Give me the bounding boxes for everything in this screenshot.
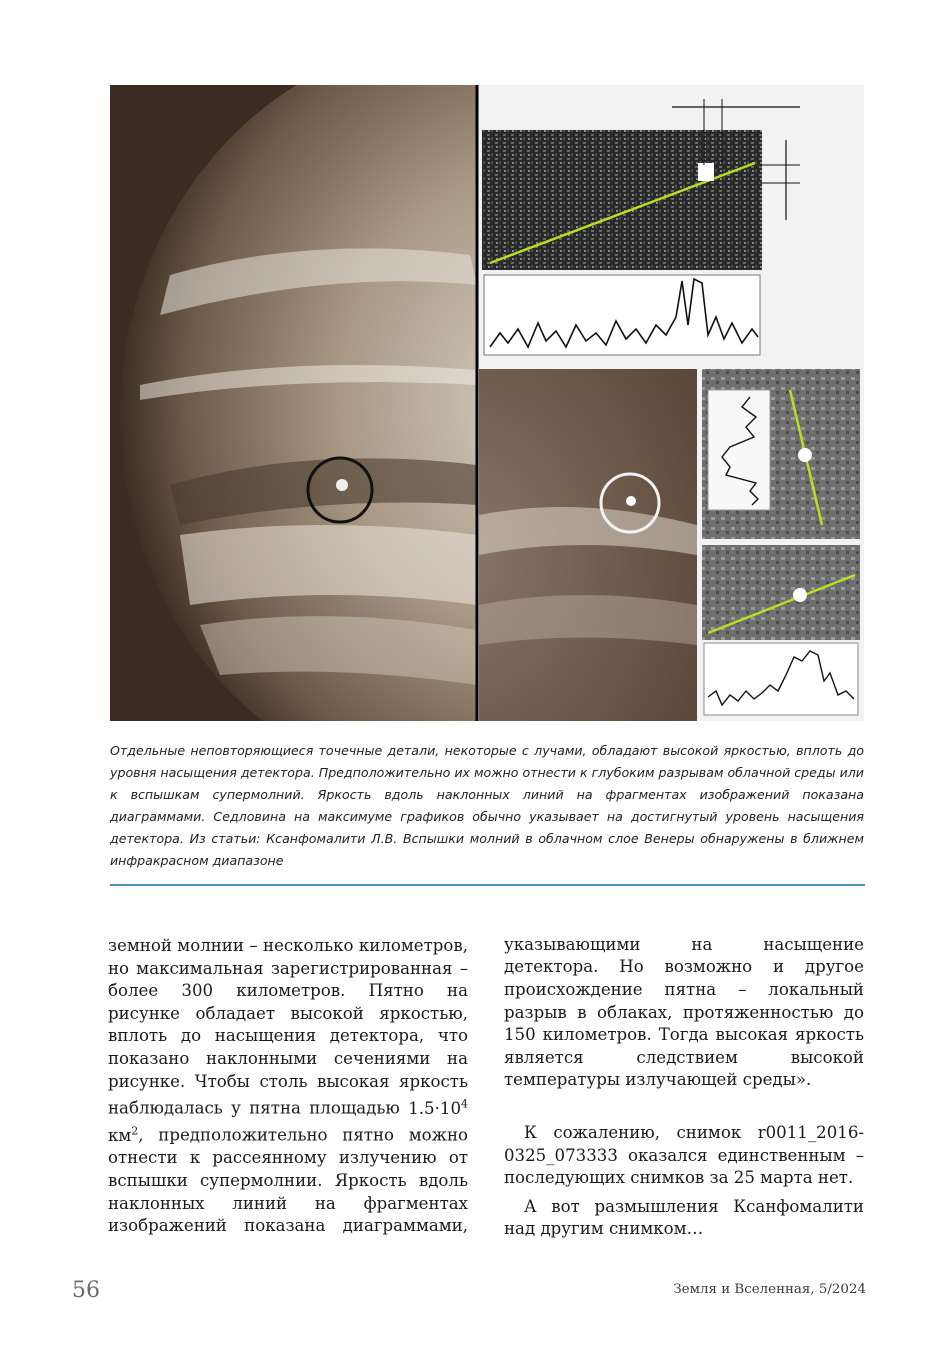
formula-unit: км [108,1125,132,1145]
formula-exponent: 4 [461,1097,468,1111]
page-number: 56 [72,1278,100,1303]
article-paragraph-1-continued [504,935,864,1092]
formula-unit-exponent: 2 [131,1124,139,1138]
figure [110,85,864,721]
journal-footer: Земля и Вселенная, 5/2024 [673,1282,866,1297]
article-paragraph-3: А вот размышления Ксанфомалити над другим снимком… [504,1196,864,1239]
figure-image [110,85,864,721]
formula-value: 1.5·10 [408,1098,461,1118]
paragraph-text-continued: указывающими на насыщение детектора. Но возможно и другое происхождение пятна – локальный разрыв в облаках, протяженностью до 150 километров. Тогда высокая яркость является следствием высокой температуры излучающей среды». [504,935,864,1090]
article-column-left [108,935,468,1239]
column-flow [504,935,864,1116]
paragraph-text: земной молнии – несколько километров, но максимальная зарегистрированная – более 300 километров. Пятно на рисунке обладает высокой яркостью, вплоть до насыщения детектора, что показано наклонными сечениями на рисунке. Чтобы столь высокая яркость наблюдалась у пятна площадью [108,936,468,1118]
article-column-right [504,935,864,1241]
figure-caption: Отдельные неповторяющиеся точечные детали, некоторые с лучами, обладают высокой яркостью, вплоть до уровня насыщения детектора. Предположительно их можно отнести к глубоким разрывам облачной среды или к вспышкам супермолний. Яркость вдоль наклонных линий на фрагментах изображений показана диаграммами. Седловина на максимуме графиков обычно указывает на достигнутый уровень насыщения детектора. Из статьи: Ксанфомалити Л.В. Вспышки молний в облачном слое Венеры обнаружены в ближнем инфракрасном диапазоне [110,743,864,868]
caption-divider [110,884,865,886]
article-paragraph-2: К сожалению, снимок r0011_2016-0325_073333 оказался единственным – последующих снимков за 25 марта нет. [504,1123,864,1188]
paragraph-text-continued: , предположительно пятно можно отнести к рассеянному излучению от вспышки супермолнии. Яркость вдоль наклонных линий на фрагментах изображений показана диаграммами, [108,1125,468,1236]
article-paragraph-1 [108,935,468,1239]
brightness-plot-vertical [708,390,770,510]
brightness-plot-bottom [704,643,858,715]
